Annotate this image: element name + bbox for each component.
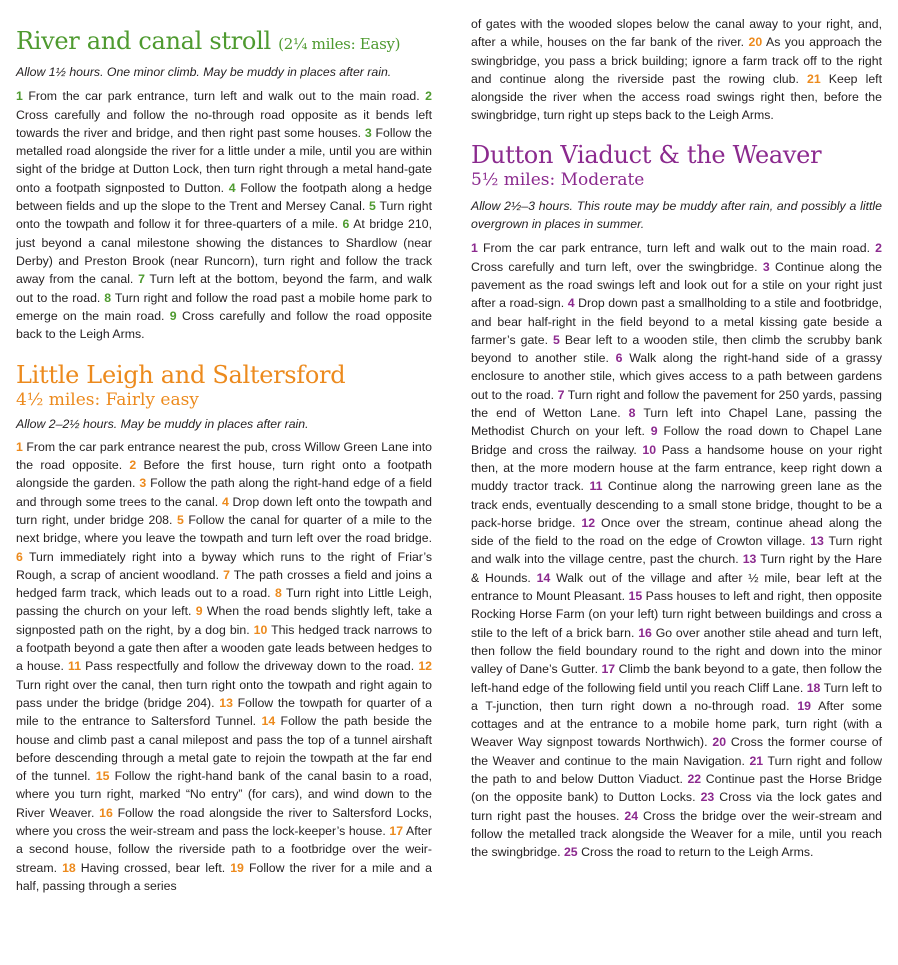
step-text: Turn right and follow the pavement for 250 yards, passing the end of Wetton Lane. bbox=[471, 387, 882, 421]
step-text: When the road bends slightly left, take a signposted path on the right, by a dog bin. bbox=[16, 604, 432, 637]
step-text: Pass a handsome house on your right then, at the more modern house at the farm entrance, keep right down a muddy tractor track. bbox=[471, 442, 883, 494]
step-number: 21 bbox=[807, 71, 821, 86]
step-number: 20 bbox=[712, 735, 727, 750]
step-number: 11 bbox=[68, 659, 82, 674]
step-text: From the car park entrance, turn left and walk out to the main road. bbox=[477, 241, 876, 256]
step-number: 6 bbox=[16, 549, 23, 564]
step-number: 10 bbox=[253, 622, 268, 637]
step-number: 2 bbox=[875, 241, 882, 256]
step-text: Cross carefully and turn left, over the swingbridge. bbox=[471, 259, 763, 274]
step-number: 1 bbox=[16, 89, 23, 104]
step-text: Follow the metalled road alongside the river for a little under a mile, until you are within sight of the bridge at Dutton Lock, then turn right through a metal hand-gate onto a footpath signposted to Dutton. bbox=[16, 125, 432, 195]
step-text: Cross via the lock gates and turn right past the houses. bbox=[471, 790, 882, 823]
step-text: This hedged track narrows to a footpath beyond a gate then after a wooden gate leads between hedges to a house. bbox=[16, 622, 432, 674]
step-number: 3 bbox=[364, 125, 372, 140]
step-number: 14 bbox=[261, 714, 276, 729]
step-text: Before the first house, turn right onto a footpath alongside the garden. bbox=[16, 458, 432, 491]
step-number: 23 bbox=[700, 790, 715, 805]
step-number: 2 bbox=[129, 458, 137, 473]
step-text: After a second house, follow the riverside path to a footbridge over the weir-stream. bbox=[16, 823, 432, 875]
step-text: Turn right by the Hare & Hounds. bbox=[471, 552, 882, 585]
step-text: Follow the road down to Chapel Lane Bridge and cross the railway. bbox=[471, 424, 882, 457]
step-text-continued: of gates with the wooded slopes below the canal away to your right, and, after a while, houses on the far bank of the river. bbox=[471, 17, 882, 50]
step-number: 4 bbox=[228, 180, 236, 195]
step-number: 2 bbox=[425, 89, 432, 104]
step-text: After some cottages and at the entrance to a mobile home park, turn right (with a Weaver Way signpost towards Northwich). bbox=[471, 698, 882, 750]
step-number: 5 bbox=[552, 332, 560, 347]
walk3-allow: Allow 2½–3 hours. This route may be muddy after rain, and possibly a little overgrown in places in summer. bbox=[471, 198, 882, 232]
step-number: 21 bbox=[749, 753, 764, 768]
step-text: Cross carefully and follow the road opposite back to the Leigh Arms. bbox=[16, 308, 432, 342]
step-number: 5 bbox=[177, 512, 184, 527]
walk3-route bbox=[471, 239, 882, 861]
step-text: Follow the towpath for quarter of a mile to the entrance to Saltersford Tunnel. bbox=[16, 695, 432, 729]
step-number: 19 bbox=[230, 860, 244, 875]
step-text: Turn left at the bottom, beyond the farm, and walk out to the road. bbox=[16, 272, 432, 305]
step-text: Continue along the pavement as the road swings left and look out for a stile on your right just after a road-sign. bbox=[471, 259, 883, 311]
step-text: At bridge 210, just beyond a canal milestone showing the distances to Shardlow (near Derby) and Preston Brook (near Runcorn), turn right and follow the track away from the canal. bbox=[16, 217, 432, 287]
step-number: 7 bbox=[138, 272, 145, 287]
step-number: 4 bbox=[567, 296, 575, 311]
step-text: Once over the stream, continue ahead along the side of the field to the road on the edge of Crowton village. bbox=[471, 515, 883, 549]
walk3-title: Dutton Viaduct & the Weaver bbox=[471, 140, 822, 169]
step-text: Follow the path along the right-hand edge of a field and through some trees to the canal. bbox=[16, 476, 432, 509]
step-number: 10 bbox=[642, 442, 657, 457]
step-text: Continue along the narrowing green lane as the track ends, eventually descending to a small stone bridge, thought to be a pack-horse bridge. bbox=[471, 479, 882, 530]
step-number: 18 bbox=[806, 680, 821, 695]
right-column bbox=[471, 0, 882, 861]
step-number: 20 bbox=[748, 35, 763, 50]
step-number: 3 bbox=[762, 259, 770, 274]
step-text: Walk out of the village and after ½ mile, bear left at the entrance to Mount Pleasant. bbox=[471, 570, 883, 604]
step-text: Follow the road alongside the river to Saltersford Locks, where you cross the weir-stream and pass the lock-keeper’s house. bbox=[16, 805, 432, 838]
step-number: 17 bbox=[389, 823, 404, 838]
step-text: From the car park entrance nearest the pub, cross Willow Green Lane into the road opposite. bbox=[16, 439, 432, 473]
step-text: Cross carefully and follow the no-through road opposite as it bends left towards the river and bridge, and then right past some houses. bbox=[16, 107, 432, 140]
step-number: 14 bbox=[536, 570, 551, 585]
step-number: 8 bbox=[274, 586, 282, 601]
step-number: 16 bbox=[99, 805, 113, 820]
step-number: 9 bbox=[169, 308, 177, 323]
step-number: 5 bbox=[369, 199, 376, 214]
step-number: 11 bbox=[589, 479, 603, 494]
step-text: Bear left to a wooden stile, then climb the scrubby bank beyond to another stile. bbox=[471, 332, 883, 366]
step-text: Drop down left onto the towpath and turn right, under bridge 208. bbox=[16, 494, 432, 527]
step-number: 12 bbox=[418, 659, 433, 674]
step-text: Cross the former course of the Weaver and continue to the main Navigation. bbox=[471, 735, 883, 768]
walk1-route bbox=[16, 87, 432, 343]
step-number: 15 bbox=[95, 769, 110, 784]
step-number: 24 bbox=[624, 808, 639, 823]
step-number: 3 bbox=[139, 476, 147, 491]
walk3-subtitle: 5½ miles: Moderate bbox=[471, 169, 645, 190]
step-number: 8 bbox=[104, 290, 112, 305]
walk2-allow: Allow 2–2½ hours. May be muddy in places after rain. bbox=[16, 417, 309, 432]
step-number: 6 bbox=[615, 351, 623, 366]
step-number: 9 bbox=[195, 604, 203, 619]
step-number: 4 bbox=[221, 494, 229, 509]
step-number: 9 bbox=[650, 424, 658, 439]
step-text: Having crossed, bear left. bbox=[75, 860, 231, 875]
step-text: Go over another stile ahead and turn left, then follow the field boundary round to the right and down into the minor valley of Dane’s Gutter. bbox=[471, 625, 882, 677]
step-text: Climb the bank beyond to a gate, then follow the left-hand edge of the following field until you reach Cliff Lane. bbox=[471, 662, 882, 695]
step-text: Follow the canal for quarter of a mile to the next bridge, where you leave the towpath and turn left over the road bridge. bbox=[16, 512, 432, 546]
step-text: The path crosses a field and joins a hedged farm track, which leads out to a road. bbox=[16, 567, 432, 601]
step-text: Turn left into Chapel Lane, passing the Methodist Church on your left. bbox=[471, 406, 882, 439]
step-text: Drop down past a smallholding to a stile and footbridge, and bear half-right in the field beyond to a metal kissing gate beside a farmer’s gate. bbox=[471, 296, 882, 347]
step-number: 6 bbox=[342, 217, 350, 232]
walk2-route-continued bbox=[471, 15, 882, 125]
walk2-route bbox=[16, 438, 432, 895]
step-text: Keep left alongside the river when the access road swings right then, before the swingbridge, turn right up steps back to the Leigh Arms. bbox=[471, 71, 882, 123]
step-text: Turn right onto the towpath and follow it for three-quarters of a mile. bbox=[16, 199, 432, 232]
step-number: 16 bbox=[638, 625, 652, 640]
step-text: Turn right and follow the road past a mobile home park to emerge on the main road. bbox=[16, 290, 433, 323]
step-number: 12 bbox=[581, 515, 596, 530]
step-number: 22 bbox=[687, 771, 702, 786]
step-text: Walk along the right-hand side of a grassy enclosure to another stile, which gives access to a path between gardens out to the road. bbox=[471, 351, 882, 402]
left-column bbox=[16, 0, 432, 895]
step-number: 8 bbox=[628, 406, 636, 421]
step-text: From the car park entrance, turn left and walk out to the main road. bbox=[22, 89, 426, 104]
step-text: Turn left to a T-junction, then turn right down a no-through road. bbox=[471, 680, 883, 713]
step-number: 7 bbox=[223, 567, 230, 582]
step-number: 17 bbox=[601, 662, 616, 677]
step-text: Turn immediately right into a byway which runs to the right of Friar’s Rough, a scrap of ancient woodland. bbox=[16, 549, 432, 582]
step-number: 1 bbox=[16, 439, 23, 454]
walk2-subtitle: 4½ miles: Fairly easy bbox=[16, 390, 199, 411]
step-text: Pass houses to left and right, then opposite Rocking Horse Farm (on your left) turn right between buildings and cross a stile to the left of a brick barn. bbox=[471, 589, 882, 640]
step-number: 18 bbox=[62, 860, 76, 875]
step-text: Turn right and follow the path to and below Dutton Viaduct. bbox=[471, 753, 882, 786]
step-number: 1 bbox=[471, 241, 478, 256]
step-number: 13 bbox=[742, 552, 757, 567]
step-text: Turn right into Little Leigh, passing the church on your left. bbox=[16, 586, 432, 619]
step-number: 13 bbox=[810, 534, 824, 549]
walk2-title: Little Leigh and Saltersford bbox=[16, 361, 346, 390]
step-number: 7 bbox=[557, 387, 565, 402]
step-text: Follow the right-hand bank of the canal basin to a road, where you turn right, marked “No entry” (for cars), and wind down to the River Weaver. bbox=[16, 769, 433, 820]
step-number: 15 bbox=[628, 589, 643, 604]
walk1-title: River and canal stroll (2¼ miles: Easy) bbox=[16, 27, 401, 55]
step-text: Follow the path beside the house and climb past a canal milepost and pass the top of a tunnel airshaft before descending through a metal gate to rejoin the towpath at the far end of the tunnel. bbox=[16, 714, 432, 784]
step-text: Continue past the Horse Bridge (on the opposite bank) to Dutton Locks. bbox=[471, 771, 882, 805]
step-text: Follow the river for a mile and a half, passing through a series bbox=[16, 860, 432, 893]
step-text: As you approach the swingbridge, you pass a brick building; ignore a farm track off to the right and continue along the riverside past the rowing club. bbox=[471, 35, 882, 86]
step-number: 25 bbox=[563, 845, 578, 860]
step-text: Cross the bridge over the weir-stream and follow the metalled track alongside the Weaver for a mile, until you reach the swingbridge. bbox=[471, 808, 882, 860]
step-number: 13 bbox=[219, 695, 233, 710]
step-text: Follow the footpath along a hedge between fields and up the slope to the Trent and Mersey Canal. bbox=[16, 180, 432, 214]
step-text: Pass respectfully and follow the driveway down to the road. bbox=[81, 659, 419, 674]
step-text: Cross the road to return to the Leigh Arms. bbox=[577, 845, 814, 860]
step-text: Turn right over the canal, then turn right onto the towpath and right again to pass under the bridge (bridge 204). bbox=[16, 677, 432, 710]
walk1-allow: Allow 1½ hours. One minor climb. May be muddy in places after rain. bbox=[16, 65, 392, 79]
step-number: 19 bbox=[797, 698, 812, 713]
step-text: Turn right and walk into the village centre, past the church. bbox=[471, 534, 882, 567]
